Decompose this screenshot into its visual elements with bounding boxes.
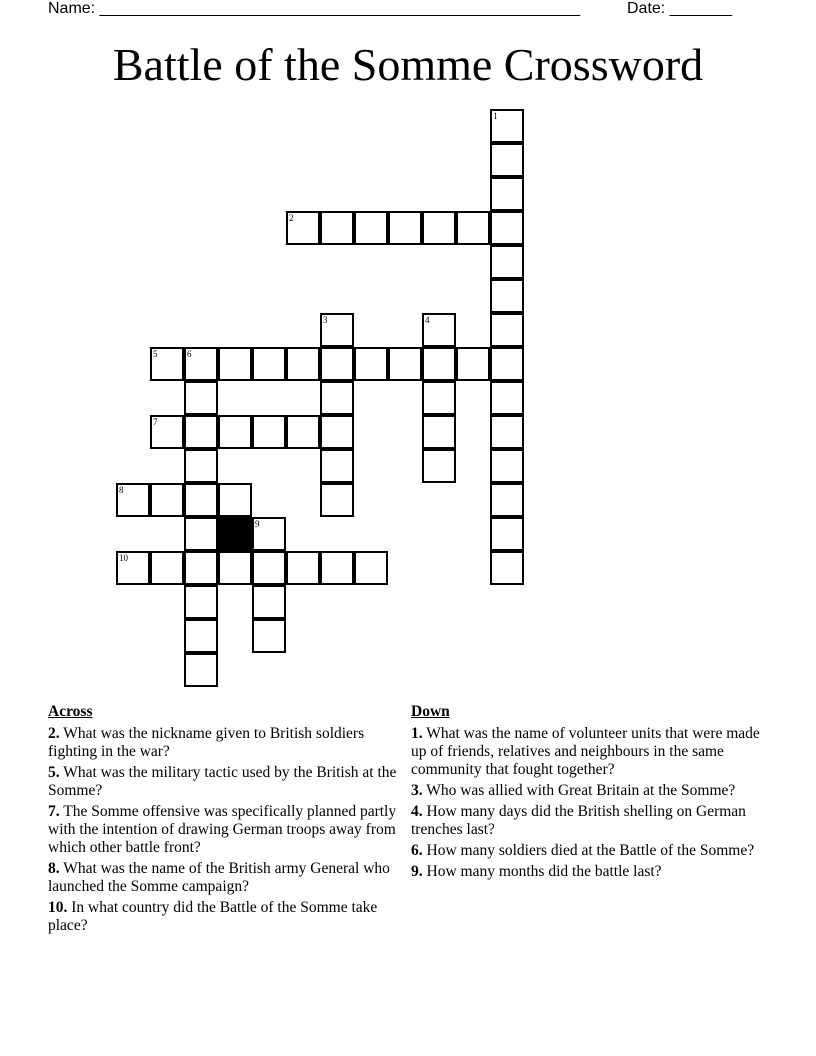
grid-cell[interactable] bbox=[422, 347, 456, 381]
down-clue bbox=[411, 725, 761, 779]
grid-cell[interactable] bbox=[150, 415, 184, 449]
grid-cell[interactable] bbox=[490, 449, 524, 483]
grid-cell[interactable] bbox=[456, 211, 490, 245]
grid-cell[interactable] bbox=[320, 347, 354, 381]
grid-cell[interactable] bbox=[150, 347, 184, 381]
grid-cell[interactable] bbox=[388, 347, 422, 381]
grid-cell[interactable] bbox=[490, 347, 524, 381]
clue-number: 6. bbox=[411, 842, 423, 859]
down-clue bbox=[411, 863, 761, 881]
clue-number: 7. bbox=[48, 803, 60, 820]
clue-number: 1. bbox=[411, 725, 423, 742]
grid-cell[interactable] bbox=[286, 211, 320, 245]
grid-cell[interactable] bbox=[252, 517, 286, 551]
grid-cell[interactable] bbox=[422, 313, 456, 347]
grid-cell[interactable] bbox=[184, 585, 218, 619]
page-title: Battle of the Somme Crossword bbox=[112, 39, 704, 90]
across-clue bbox=[48, 764, 398, 800]
grid-cell[interactable] bbox=[218, 347, 252, 381]
clue-number: 4 bbox=[425, 315, 430, 325]
grid-cell[interactable] bbox=[286, 347, 320, 381]
grid-cell[interactable] bbox=[490, 381, 524, 415]
clue-number: 9 bbox=[255, 519, 260, 529]
across-clue bbox=[48, 860, 398, 896]
grid-cell[interactable] bbox=[422, 415, 456, 449]
across-clues bbox=[48, 703, 398, 938]
grid-cell[interactable] bbox=[184, 347, 218, 381]
blocked-cell bbox=[218, 517, 252, 551]
clue-number: 7 bbox=[153, 417, 158, 427]
clue-number: 9. bbox=[411, 863, 423, 880]
clue-number: 10. bbox=[48, 899, 68, 916]
grid-cell[interactable] bbox=[218, 415, 252, 449]
grid-cell[interactable] bbox=[320, 483, 354, 517]
grid-cell[interactable] bbox=[354, 211, 388, 245]
down-clue bbox=[411, 782, 761, 800]
down-clue bbox=[411, 842, 761, 860]
grid-cell[interactable] bbox=[490, 517, 524, 551]
clue-number: 6 bbox=[187, 349, 192, 359]
grid-cell[interactable] bbox=[422, 449, 456, 483]
grid-cell[interactable] bbox=[252, 619, 286, 653]
clue-text: How many months did the battle last? bbox=[426, 863, 662, 880]
grid-cell[interactable] bbox=[490, 313, 524, 347]
grid-cell[interactable] bbox=[252, 585, 286, 619]
down-clue bbox=[411, 803, 761, 839]
grid-cell[interactable] bbox=[422, 211, 456, 245]
clue-number: 3. bbox=[411, 782, 423, 799]
grid-cell[interactable] bbox=[116, 551, 150, 585]
clue-number: 4. bbox=[411, 803, 423, 820]
grid-cell[interactable] bbox=[490, 279, 524, 313]
across-clue bbox=[48, 803, 398, 857]
grid-cell[interactable] bbox=[490, 177, 524, 211]
grid-cell[interactable] bbox=[218, 483, 252, 517]
grid-cell[interactable] bbox=[490, 109, 524, 143]
grid-cell[interactable] bbox=[320, 211, 354, 245]
clue-number: 1 bbox=[493, 111, 498, 121]
grid-cell[interactable] bbox=[286, 415, 320, 449]
grid-cell[interactable] bbox=[320, 415, 354, 449]
clue-text: Who was allied with Great Britain at the Somme? bbox=[426, 782, 736, 799]
grid-cell[interactable] bbox=[286, 551, 320, 585]
grid-cell[interactable] bbox=[184, 653, 218, 687]
grid-cell[interactable] bbox=[490, 211, 524, 245]
clue-text: What was the military tactic used by the British at the Somme? bbox=[48, 764, 397, 799]
grid-cell[interactable] bbox=[184, 381, 218, 415]
down-clues bbox=[411, 703, 761, 884]
grid-cell[interactable] bbox=[184, 449, 218, 483]
clue-text: What was the nickname given to British soldiers fighting in the war? bbox=[48, 725, 365, 760]
grid-cell[interactable] bbox=[116, 483, 150, 517]
grid-cell[interactable] bbox=[252, 347, 286, 381]
clue-text: How many soldiers died at the Battle of the Somme? bbox=[426, 842, 755, 859]
grid-cell[interactable] bbox=[184, 415, 218, 449]
clue-text: How many days did the British shelling on German trenches last? bbox=[411, 803, 746, 838]
grid-cell[interactable] bbox=[490, 551, 524, 585]
grid-cell[interactable] bbox=[184, 483, 218, 517]
name-field-label: Name: ______________________________________________________ bbox=[48, 0, 581, 17]
grid-cell[interactable] bbox=[184, 619, 218, 653]
across-clue bbox=[48, 725, 398, 761]
grid-cell[interactable] bbox=[388, 211, 422, 245]
down-heading: Down bbox=[411, 703, 450, 720]
grid-cell[interactable] bbox=[456, 347, 490, 381]
grid-cell[interactable] bbox=[320, 313, 354, 347]
clue-text: The Somme offensive was specifically planned partly with the intention of drawing German troops away from which other battle front? bbox=[48, 803, 397, 856]
grid-cell[interactable] bbox=[320, 551, 354, 585]
clue-number: 5 bbox=[153, 349, 158, 359]
clue-number: 8 bbox=[119, 485, 124, 495]
clue-text: In what country did the Battle of the Somme take place? bbox=[48, 899, 378, 934]
clue-number: 2. bbox=[48, 725, 60, 742]
clue-number: 10 bbox=[119, 553, 128, 563]
grid-cell[interactable] bbox=[150, 483, 184, 517]
grid-cell[interactable] bbox=[490, 415, 524, 449]
grid-cell[interactable] bbox=[422, 381, 456, 415]
clue-number: 8. bbox=[48, 860, 60, 877]
grid-cell[interactable] bbox=[490, 245, 524, 279]
grid-cell[interactable] bbox=[354, 551, 388, 585]
clue-number: 2 bbox=[289, 213, 294, 223]
across-clue bbox=[48, 899, 398, 935]
grid-cell[interactable] bbox=[490, 483, 524, 517]
clue-number: 5. bbox=[48, 764, 60, 781]
grid-cell[interactable] bbox=[184, 517, 218, 551]
clue-number: 3 bbox=[323, 315, 328, 325]
date-field-label: Date: _______ bbox=[627, 0, 732, 17]
clue-text: What was the name of the British army General who launched the Somme campaign? bbox=[48, 860, 390, 895]
grid-cell[interactable] bbox=[252, 415, 286, 449]
grid-cell[interactable] bbox=[218, 551, 252, 585]
clue-text: What was the name of volunteer units that were made up of friends, relatives and neighbours in the same community that fought together? bbox=[411, 725, 760, 778]
grid-cell[interactable] bbox=[150, 551, 184, 585]
grid-cell[interactable] bbox=[354, 347, 388, 381]
grid-cell[interactable] bbox=[320, 381, 354, 415]
grid-cell[interactable] bbox=[184, 551, 218, 585]
grid-cell[interactable] bbox=[252, 551, 286, 585]
grid-cell[interactable] bbox=[320, 449, 354, 483]
across-heading: Across bbox=[48, 703, 93, 720]
grid-cell[interactable] bbox=[490, 143, 524, 177]
